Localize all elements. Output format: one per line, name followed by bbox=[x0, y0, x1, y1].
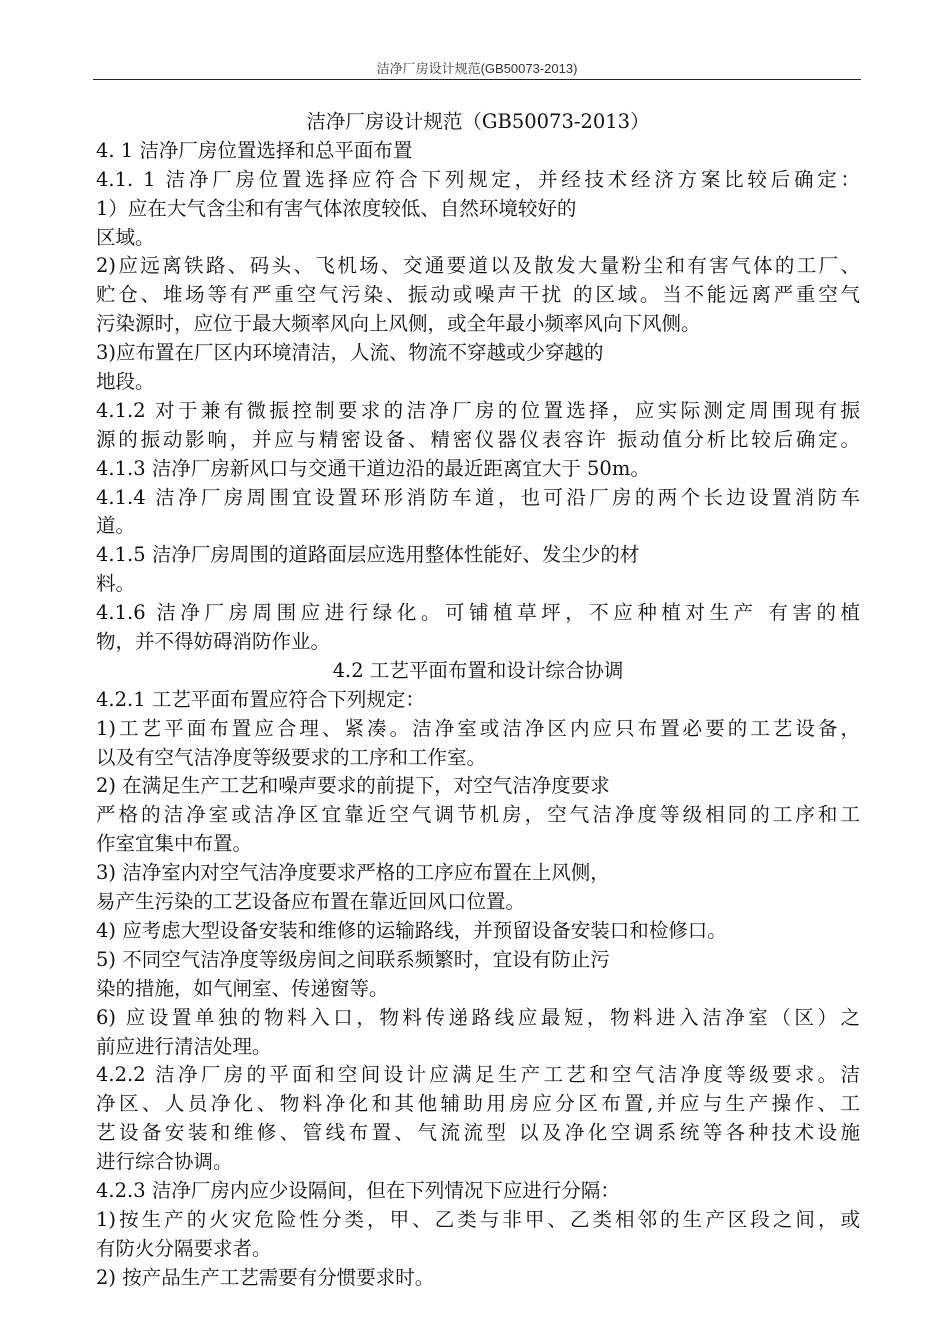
text-line: 物，并不得妨碍消防作业。 bbox=[96, 630, 331, 654]
text-line: 易产生污染的工艺设备应布置在靠近回风口位置。 bbox=[96, 890, 526, 914]
text-line: 4.1.6 洁净厂房周围应进行绿化。可铺植草坪，不应种植对生产 有害的植 bbox=[96, 601, 860, 625]
text-line: 2) 按产品生产工艺需要有分惯要求时。 bbox=[96, 1265, 435, 1289]
text-line: 4.2.1 工艺平面布置应符合下列规定： bbox=[96, 687, 425, 711]
text-line: 以及有空气洁净度等级要求的工序和工作室。 bbox=[96, 745, 487, 769]
text-line: 4. 1 洁净厂房位置选择和总平面布置 bbox=[96, 138, 413, 162]
text-line: 4.2.2 洁净厂房的平面和空间设计应满足生产工艺和空气洁净度等级要求。洁 bbox=[96, 1063, 860, 1087]
text-line: 作室宜集中布置。 bbox=[96, 832, 253, 856]
text-line: 污染源时，应位于最大频率风向上风侧，或全年最小频率风向下风侧。 bbox=[96, 312, 701, 336]
text-line: 前应进行清洁处理。 bbox=[96, 1034, 272, 1058]
text-line: 严格的洁净室或洁净区宜靠近空气调节机房，空气洁净度等级相同的工序和工 bbox=[96, 803, 860, 827]
text-line: 源的振动影响，并应与精密设备、精密仪器仪表容许 振动值分析比较后确定。 bbox=[96, 427, 860, 451]
text-line: 净区、人员净化、物料净化和其他辅助用房应分区布置,并应与生产操作、工 bbox=[96, 1092, 860, 1116]
running-header: 洁净厂房设计规范(GB50073-2013) bbox=[376, 61, 578, 76]
document-body bbox=[96, 108, 860, 1293]
text-line: 地段。 bbox=[96, 370, 155, 394]
text-line: 4.1.4 洁净厂房周围宜设置环形消防车道，也可沿厂房的两个长边设置消防车 bbox=[96, 485, 860, 509]
text-line: 贮仓、堆场等有严重空气污染、振动或噪声干扰 的区域。当不能远离严重空气 bbox=[96, 283, 860, 307]
text-line: 4.2.3 洁净厂房内应少设隔间，但在下列情况下应进行分隔： bbox=[96, 1178, 620, 1202]
text-line: 3)应布置在厂区内环境清洁，人流、物流不穿越或少穿越的 bbox=[96, 341, 604, 365]
text-line: 区域。 bbox=[96, 225, 155, 249]
header-divider bbox=[93, 79, 861, 80]
text-line: 进行综合协调。 bbox=[96, 1150, 233, 1174]
text-line: 4.1. 1 洁净厂房位置选择应符合下列规定，并经技术经济方案比较后确定： bbox=[96, 167, 860, 191]
text-line: 2)应远离铁路、码头、飞机场、交通要道以及散发大量粉尘和有害气体的工厂、 bbox=[96, 254, 860, 278]
text-line: 1)工艺平面布置应合理、紧凑。洁净室或洁净区内应只布置必要的工艺设备， bbox=[96, 716, 860, 740]
text-line: 6) 应设置单独的物料入口，物料传递路线应最短，物料进入洁净室（区）之 bbox=[96, 1005, 860, 1029]
text-line: 4.1.2 对于兼有微振控制要求的洁净厂房的位置选择，应实际测定周围现有振 bbox=[96, 398, 860, 422]
text-line: 道。 bbox=[96, 514, 136, 538]
text-line: 染的措施，如气闸室、传递窗等。 bbox=[96, 976, 389, 1000]
text-line: 艺设备安装和维修、管线布置、气流流型 以及净化空调系统等各种技术设施 bbox=[96, 1121, 860, 1145]
text-line: 洁净厂房设计规范（GB50073-2013） bbox=[306, 110, 650, 133]
text-line: 料。 bbox=[96, 572, 136, 596]
text-line: 1）应在大气含尘和有害气体浓度较低、自然环境较好的 bbox=[96, 196, 577, 220]
text-line: 4.1.3 洁净厂房新风口与交通干道边沿的最近距离宜大于 50m。 bbox=[96, 456, 650, 480]
text-line: 5) 不同空气洁净度等级房间之间联系频繁时，宜设有防止污 bbox=[96, 947, 610, 971]
text-line: 2) 在满足生产工艺和噪声要求的前提下，对空气洁净度要求 bbox=[96, 774, 610, 798]
text-line: 1)按生产的火灾危险性分类，甲、乙类与非甲、乙类相邻的生产区段之间，或 bbox=[96, 1207, 860, 1231]
text-line: 4.2 工艺平面布置和设计综合协调 bbox=[332, 658, 624, 682]
text-line: 4) 应考虑大型设备安装和维修的运输路线，并预留设备安装口和检修口。 bbox=[96, 918, 727, 942]
text-line: 3) 洁净室内对空气洁净度要求严格的工序应布置在上风侧， bbox=[96, 861, 610, 885]
text-line: 有防火分隔要求者。 bbox=[96, 1236, 272, 1260]
text-line: 4.1.5 洁净厂房周围的道路面层应选用整体性能好、发尘少的材 bbox=[96, 543, 640, 567]
